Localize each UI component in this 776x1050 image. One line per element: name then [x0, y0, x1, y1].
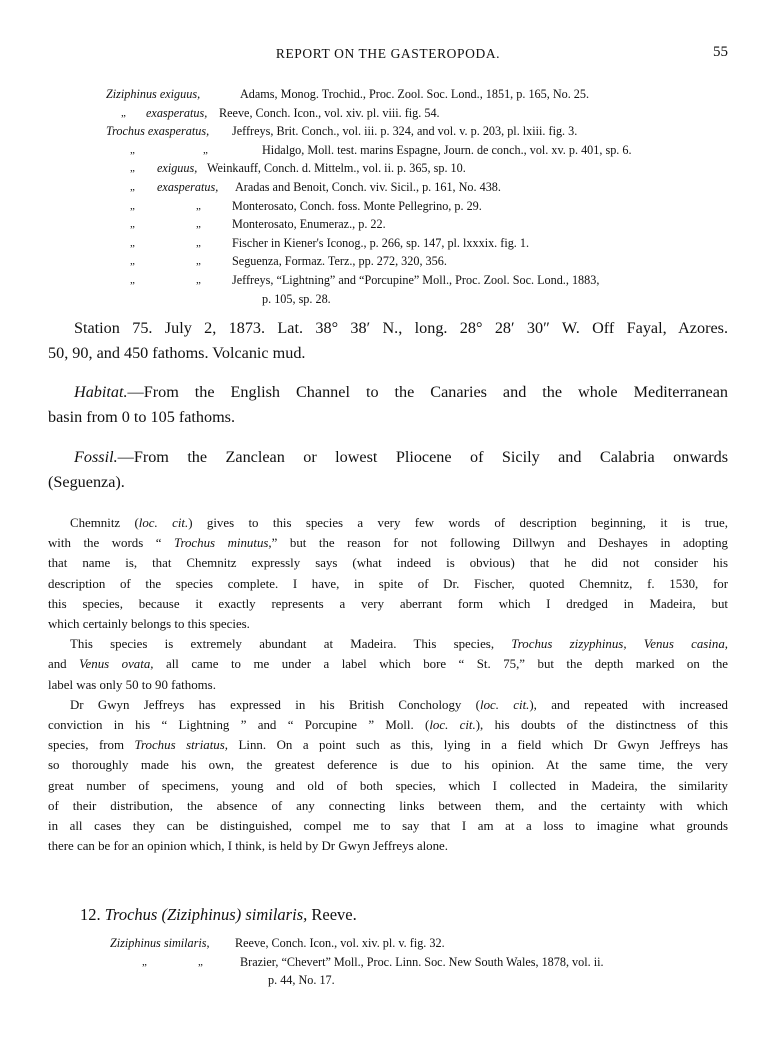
- page-number: 55: [713, 44, 728, 60]
- ditto-mark: „: [130, 199, 135, 212]
- habitat-label: Habitat.: [74, 383, 128, 401]
- ditto-mark: „: [130, 255, 135, 268]
- synonym-name: exiguus,: [157, 161, 198, 176]
- ditto-mark: „: [130, 218, 135, 231]
- ditto-mark: „: [198, 955, 203, 968]
- ditto-mark: „: [130, 236, 135, 249]
- fossil-paragraph: [48, 445, 728, 494]
- text-line: label was only 50 to 90 fathoms.: [48, 677, 216, 692]
- synonymy-list-2: [0, 934, 776, 990]
- text-line: this species, because it exactly represents a very aberrant form which I dredged in Madeira, but: [48, 596, 728, 611]
- synonymy-entry: [0, 104, 776, 123]
- synonym-citation: Brazier, “Chevert” Moll., Proc. Linn. Soc. New South Wales, 1878, vol. ii.: [240, 954, 604, 969]
- synonym-citation: Fischer in Kiener's Iconog., p. 266, sp. 147, pl. lxxxix. fig. 1.: [232, 235, 530, 250]
- synonymy-entry: [0, 197, 776, 216]
- synonym-name: exasperatus,: [146, 105, 208, 120]
- station-record: [48, 316, 728, 365]
- habitat-paragraph: [48, 380, 728, 429]
- text-line: Chemnitz (loc. cit.) gives to this species a very few words of description beginning, it is true,: [70, 516, 728, 530]
- synonymy-list: [0, 85, 776, 308]
- synonym-citation: Aradas and Benoit, Conch. viv. Sicil., p. 161, No. 438.: [235, 179, 501, 194]
- text-line: which certainly belongs to this species.: [48, 617, 250, 632]
- station-line: 50, 90, and 450 fathoms. Volcanic mud.: [48, 343, 306, 362]
- ditto-mark: „: [196, 236, 201, 249]
- text-line: there can be for an opinion which, I think, is held by Dr Gwyn Jeffreys alone.: [48, 839, 448, 854]
- fossil-line: [48, 445, 728, 470]
- synonym-citation: Seguenza, Formaz. Terz., pp. 272, 320, 356.: [232, 254, 447, 269]
- species-genus: Trochus: [104, 905, 158, 924]
- synonym-citation: Jeffreys, “Lightning” and “Porcupine” Moll., Proc. Zool. Soc. Lond., 1883,: [232, 272, 600, 287]
- ditto-mark: „: [130, 162, 135, 175]
- synonym-name: Ziziphinus exiguus,: [106, 87, 201, 101]
- text-line: so thoroughly made his own, the greatest deference is due to his opinion. At the same time, the very: [48, 758, 728, 773]
- ditto-mark: „: [142, 955, 147, 968]
- synonymy-entry: [0, 141, 776, 160]
- ditto-mark: „: [196, 218, 201, 231]
- habitat-line: basin from 0 to 105 fathoms.: [48, 407, 236, 426]
- synonymy-entry: [0, 290, 776, 309]
- ditto-mark: „: [130, 180, 135, 193]
- synonym-citation: p. 105, sp. 28.: [262, 291, 331, 306]
- synonym-citation: Monterosato, Conch. foss. Monte Pellegrino, p. 29.: [232, 198, 482, 213]
- synonym-citation: Monterosato, Enumeraz., p. 22.: [232, 217, 386, 232]
- species-epithet: similaris,: [245, 905, 308, 924]
- synonymy-entry: [0, 252, 776, 271]
- habitat-line: [48, 380, 728, 405]
- species-number: 12.: [80, 905, 101, 924]
- ditto-mark: „: [196, 273, 201, 286]
- running-head: [0, 44, 776, 66]
- ditto-mark: „: [196, 255, 201, 268]
- synonymy-entry: [0, 159, 776, 178]
- text-line: and Venus ovata, all came to me under a label which bore “ St. 75,” but the depth marked on the: [48, 657, 728, 672]
- species-subgenus: (Ziziphinus): [161, 905, 242, 924]
- synonym-citation: Reeve, Conch. Icon., vol. xiv. pl. v. fig. 32.: [235, 936, 445, 950]
- text-line: in all cases they can be distinguished, compel me to say that I am at a loss to imagine what grounds: [48, 819, 728, 834]
- fossil-text: —From the Zanclean or lowest Pliocene of Sicily and Calabria onwards: [117, 448, 728, 466]
- running-title: REPORT ON THE GASTEROPODA.: [275, 46, 501, 61]
- synonymy-entry: [0, 971, 776, 990]
- ditto-mark: „: [196, 199, 201, 212]
- synonymy-entry: [0, 215, 776, 234]
- synonymy-entry: [0, 953, 776, 972]
- station-line: Station 75. July 2, 1873. Lat. 38° 38′ N., long. 28° 28′ 30″ W. Off Fayal, Azores.: [74, 319, 728, 337]
- text-line: great number of specimens, young and old of both species, which I collected in Madeira, the similarity: [48, 778, 728, 793]
- synonymy-entry: [0, 122, 776, 141]
- synonym-name: Trochus exasperatus,: [106, 124, 210, 139]
- synonymy-entry: [0, 934, 776, 953]
- habitat-text: —From the English Channel to the Canaries and the whole Mediterranean: [127, 383, 728, 401]
- ditto-mark: „: [130, 143, 135, 156]
- text-line: This species is extremely abundant at Madeira. This species, Trochus zizyphinus, Venus casina,: [70, 637, 728, 652]
- text-line: description of the species complete. I have, in spite of Dr. Fischer, quoted Chemnitz, f. 1530, for: [48, 576, 728, 591]
- synonym-name: Ziziphinus similaris,: [110, 936, 210, 950]
- synonymy-entry: [0, 271, 776, 290]
- synonym-citation: Reeve, Conch. Icon., vol. xiv. pl. viii. fig. 54.: [219, 105, 440, 120]
- text-line: of their distribution, the absence of any connecting links between them, and the certainty with which: [48, 798, 728, 813]
- synonym-citation: Adams, Monog. Trochid., Proc. Zool. Soc. Lond., 1851, p. 165, No. 25.: [240, 87, 590, 101]
- species-author: Reeve.: [311, 905, 357, 924]
- synonymy-entry: [0, 178, 776, 197]
- body-text: [48, 513, 728, 856]
- ditto-mark: „: [121, 106, 126, 119]
- text-line: conviction in his “ Lightning ” and “ Porcupine ” Moll. (loc. cit.), his doubts of the distinctness of this: [48, 718, 729, 733]
- text-line: with the words “ Trochus minutus,” but the reason for not following Dillwyn and Deshayes in adopting: [48, 536, 728, 551]
- synonymy-entry: [0, 234, 776, 253]
- text-line: that name is, that Chemnitz expressly says (what indeed is obvious) that he did not consider his: [48, 556, 728, 571]
- synonym-name: exasperatus,: [157, 179, 219, 194]
- synonym-citation: Jeffreys, Brit. Conch., vol. iii. p. 324, and vol. v. p. 203, pl. lxiii. fig. 3.: [232, 124, 578, 139]
- ditto-mark: „: [130, 273, 135, 286]
- text-line: Dr Gwyn Jeffreys has expressed in his British Conchology (loc. cit.), and repeated with increased: [70, 697, 728, 712]
- fossil-line: (Seguenza).: [48, 472, 125, 491]
- species-heading: [80, 905, 357, 925]
- synonym-citation: Weinkauff, Conch. d. Mittelm., vol. ii. p. 365, sp. 10.: [207, 161, 466, 176]
- synonym-citation: p. 44, No. 17.: [268, 973, 335, 988]
- synonymy-entry: [0, 85, 776, 104]
- ditto-mark: „: [203, 143, 208, 156]
- text-line: species, from Trochus striatus, Linn. On a point such as this, lying in a field which Dr Gwyn Jeffreys has: [48, 738, 729, 753]
- fossil-label: Fossil.: [74, 448, 118, 466]
- synonym-citation: Hidalgo, Moll. test. marins Espagne, Journ. de conch., vol. xv. p. 401, sp. 6.: [262, 142, 632, 157]
